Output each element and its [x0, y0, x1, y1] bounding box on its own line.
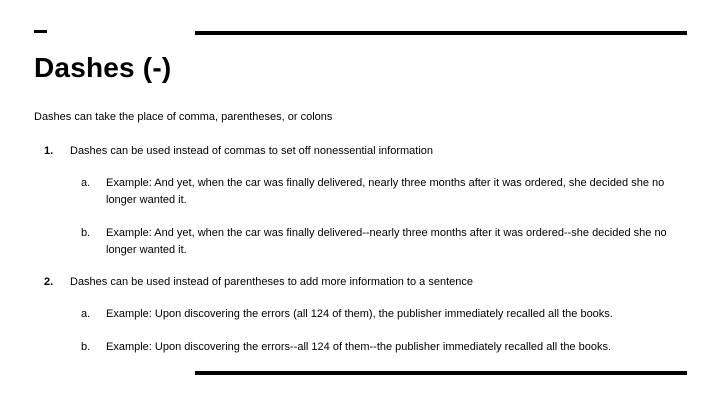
- accent-bar-short: [34, 30, 47, 33]
- list-item: Dashes can be used instead of commas to set off nonessential information: [70, 145, 434, 157]
- accent-rule-bottom: [195, 371, 687, 375]
- sublist-item: Example: Upon discovering the errors--all 124 of them--the publisher immediately recalled all the books.: [106, 341, 612, 353]
- sublist-marker: b.: [81, 341, 91, 353]
- sublist-marker: b.: [81, 227, 91, 239]
- sublist-item: Example: And yet, when the car was finally delivered--nearly three months after it was ordered--she decided she no longer wanted it.: [106, 227, 667, 256]
- sublist-marker: a.: [81, 308, 91, 320]
- accent-rule-top: [195, 31, 687, 35]
- slide-title: Dashes (-): [34, 52, 172, 83]
- sublist-item: Example: And yet, when the car was finally delivered, nearly three months after it was ordered, she decided she no longer wanted it.: [106, 177, 665, 206]
- sublist-item: Example: Upon discovering the errors (all 124 of them), the publisher immediately recalled all the books.: [106, 308, 613, 320]
- intro-text: Dashes can take the place of comma, parentheses, or colons: [34, 111, 333, 123]
- list-marker: 2.: [44, 276, 54, 288]
- list-marker: 1.: [44, 145, 54, 157]
- list-item: Dashes can be used instead of parentheses to add more information to a sentence: [70, 276, 473, 288]
- sublist-marker: a.: [81, 177, 91, 189]
